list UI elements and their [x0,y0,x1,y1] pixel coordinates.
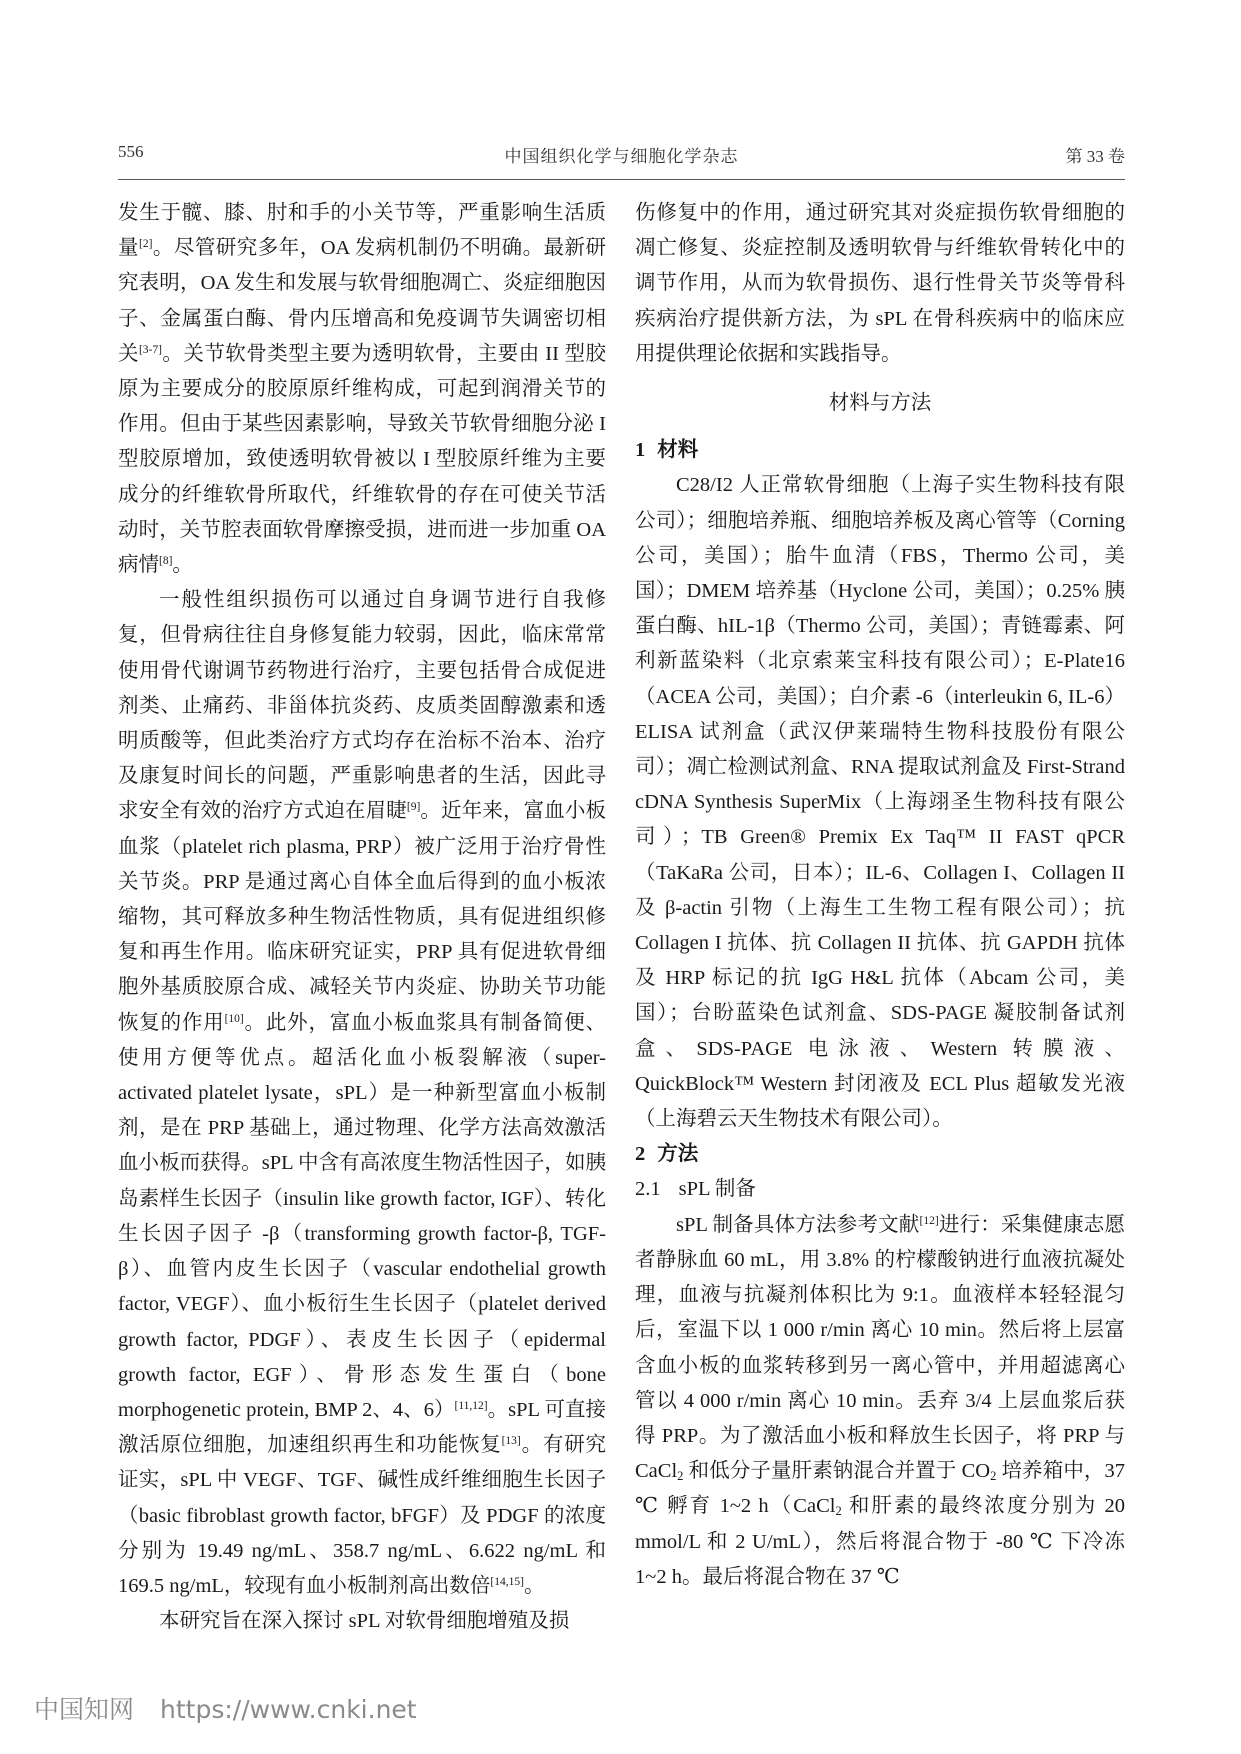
paragraph-materials-list: C28/I2 人正常软骨细胞（上海子实生物科技有限公司）；细胞培养瓶、细胞培养板及离心管等（Corning 公司，美国）；胎牛血清（FBS，Thermo 公司，美国）；DMEM 培养基（Hyclone 公司，美国）；0.25% 胰蛋白酶、hIL-1β（Thermo 公司，美国）；青链霉素、阿利新蓝染料（北京索莱宝科技有限公司）；E-Plate16（ACEA 公司，美国）；白介素 -6（interleukin 6, IL-6）ELISA 试剂盒（武汉伊莱瑞特生物科技股份有限公司）；凋亡检测试剂盒、RNA 提取试剂盒及 First-Strand cDNA Synthesis SuperMix（上海翊圣生物科技有限公司）；TB Green® Premix Ex Taq™ II FAST qPCR（TaKaRa 公司，日本）；IL-6、Collagen I、Collagen II 及 β-actin 引物（上海生工生物工程有限公司）；抗 Collagen I 抗体、抗 Collagen II 抗体、抗 GAPDH 抗体及 HRP 标记的抗 IgG H&L 抗体（Abcam 公司，美国）；台盼蓝染色试剂盒、SDS-PAGE 凝胶制备试剂盒、SDS-PAGE 电泳液、Western 转膜液、QuickBlock™ Western 封闭液及 ECL Plus 超敏发光液（上海碧云天生物技术有限公司）。 [635,474,1125,1131]
citation-9: [9] [406,801,421,814]
body-text: 一般性组织损伤可以通过自身调节进行自我修复，但骨病往往自身修复能力较弱，因此，临床常常使用骨代谢调节药物进行治疗，主要包括骨合成促进剂类、止痛药、非甾体抗炎药、皮质类固醇激素和透明质酸等，但此类治疗方式均存在治标不治本、治疗及康复时间长的问题，严重影响患者的生活，因此寻求安全有效的治疗方式迫在眉睫 [118,589,606,823]
journal-title: 中国组织化学与细胞化学杂志 [504,147,739,166]
body-text: 。关节软骨类型主要为透明软骨，主要由 II 型胶原为主要成分的胶原原纤维构成，可起到润滑关节的作用。但由于某些因素影响，导致关节软骨细胞分泌 I 型胶原增加，致使透明软骨被以 I 型胶原纤维为主要成分的纤维软骨所取代，纤维软骨的存在可使关节活动时，关节腔表面软骨摩擦受损，进而进一步加重 OA 病情 [118,342,607,577]
citation-13: [13] [501,1435,521,1448]
subscript-2: 2 [990,1469,997,1484]
body-text: 进行：采集健康志愿者静脉血 60 mL，用 3.8% 的柠檬酸钠进行血液抗凝处理，血液与抗凝剂体积比为 9:1。血液样本轻轻混匀后，室温下以 1 000 r/min 离心 10 min。然后将上层富含血小板的血浆转移到另一离心管中，并用超滤离心管以 4 000 r/min 离心 10 min。丢弃 3/4 上层血浆后获得 PRP。为了激活血小板和释放生长因子，将 PRP 与 CaCl [635,1213,1125,1483]
subscript-2: 2 [835,1504,842,1519]
body-text: 和低分子量肝素钠混合并置于 CO [683,1460,991,1483]
heading-number: 2 [635,1143,646,1166]
subheading-number: 2.1 [635,1178,661,1201]
heading-text: 方法 [657,1143,699,1166]
citation-3-7: [3-7] [138,343,162,356]
heading-text: 材料 [657,439,699,462]
watermark-footer [34,1690,417,1726]
running-header [118,142,1125,176]
paragraph-spl-method [635,1208,1125,1595]
cnki-brand: 中国知网 [34,1695,135,1724]
citation-10: [10] [224,1012,244,1025]
heading-number: 1 [635,439,646,462]
citation-14-15: [14,15] [490,1575,524,1588]
citation-12: [12] [919,1214,939,1227]
heading-materials [635,433,1125,468]
body-text: sPL 制备具体方法参考文献 [676,1213,920,1236]
citation-11-12: [11,12] [454,1399,488,1412]
body-text: 。 [523,1574,545,1597]
body-text: 。尽管研究多年，OA 发病机制仍不明确。最新研究表明，OA 发生和发展与软骨细胞凋亡、炎症细胞因子、金属蛋白酶、骨内压增高和免疫调节失调密切相关 [118,237,607,365]
subheading-text: sPL 制备 [678,1178,756,1201]
volume-label: 第 33 卷 [1065,147,1125,166]
body-text: 。近年来，富血小板血浆（platelet rich plasma, PRP）被广泛用于治疗骨性关节炎。PRP 是通过离心自体全血后得到的血小板浓缩物，其可释放多种生物活性物质，具有促进组织修复和再生作用。临床研究证实，PRP 具有促进软骨细胞外基质胶原合成、减轻关节内炎症、协助关节功能恢复的作用 [118,800,607,1034]
citation-2: [2] [138,238,153,251]
paragraph-oa-background [118,196,606,583]
left-column [118,196,606,1639]
page-number: 556 [118,142,144,161]
section-title-materials-methods: 材料与方法 [828,392,932,415]
body-text: 培养箱中，37 ℃ 孵育 1~2 h（CaCl [635,1460,1126,1518]
body-text: 发生于髋、膝、肘和手的小关节等，严重影响生活质量 [118,202,606,260]
body-text: 。有研究证实，sPL 中 VEGF、TGF、碱性成纤维细胞生长因子（basic fibroblast growth factor, bFGF）及 PDGF 的浓度分别为 19.49 ng/mL、358.7 ng/mL、6.622 ng/mL 和 169.5 ng/mL，较现有血小板制剂高出数倍 [118,1434,607,1597]
header-rule [118,179,1125,180]
citation-8: [8] [159,555,173,568]
paragraph-study-aim: 本研究旨在深入探讨 sPL 对软骨细胞增殖及损 [159,1610,570,1633]
cnki-url-link[interactable]: https://www.cnki.net [160,1695,417,1724]
body-text: 。 [172,554,193,577]
heading-methods [635,1137,1125,1172]
subscript-2: 2 [677,1469,684,1484]
right-column [635,196,1125,1595]
body-text: 和肝素的最终浓度分别为 20 mmol/L 和 2 U/mL），然后将混合物于 -80 ℃ 下冷冻 1~2 h。最后将混合物在 37 ℃ [635,1495,1126,1588]
subheading-spl-preparation [635,1172,1125,1207]
paragraph-study-aim-cont: 伤修复中的作用，通过研究其对炎症损伤软骨细胞的凋亡修复、炎症控制及透明软骨与纤维软骨转化中的调节作用，从而为软骨损伤、退行性骨关节炎等骨科疾病治疗提供新方法，为 sPL 在骨科疾病中的临床应用提供理论依据和实践指导。 [635,202,1125,365]
body-text: 。sPL 可直接激活原位细胞，加速组织再生和功能恢复 [118,1398,606,1457]
body-text: 。此外，富血小板血浆具有制备简便、使用方便等优点。超活化血小板裂解液（super-activated platelet lysate，sPL）是一种新型富血小板制剂，是在 PRP 基础上，通过物理、化学方法高效激活血小板而获得。sPL 中含有高浓度生物活性因子，如胰岛素样生长因子（insulin like growth factor, IGF）、转化生长因子因子 -β（transforming growth factor-β, TGF-β）、血管内皮生长因子（vascular endothelial growth factor, VEGF）、血小板衍生生长因子（platelet derived growth factor, PDGF）、表皮生长因子（epidermal growth factor, EGF）、骨形态发生蛋白（bone morphogenetic protein, BMP 2、4、6） [118,1011,607,1421]
paragraph-treatment-prp [118,583,606,1604]
